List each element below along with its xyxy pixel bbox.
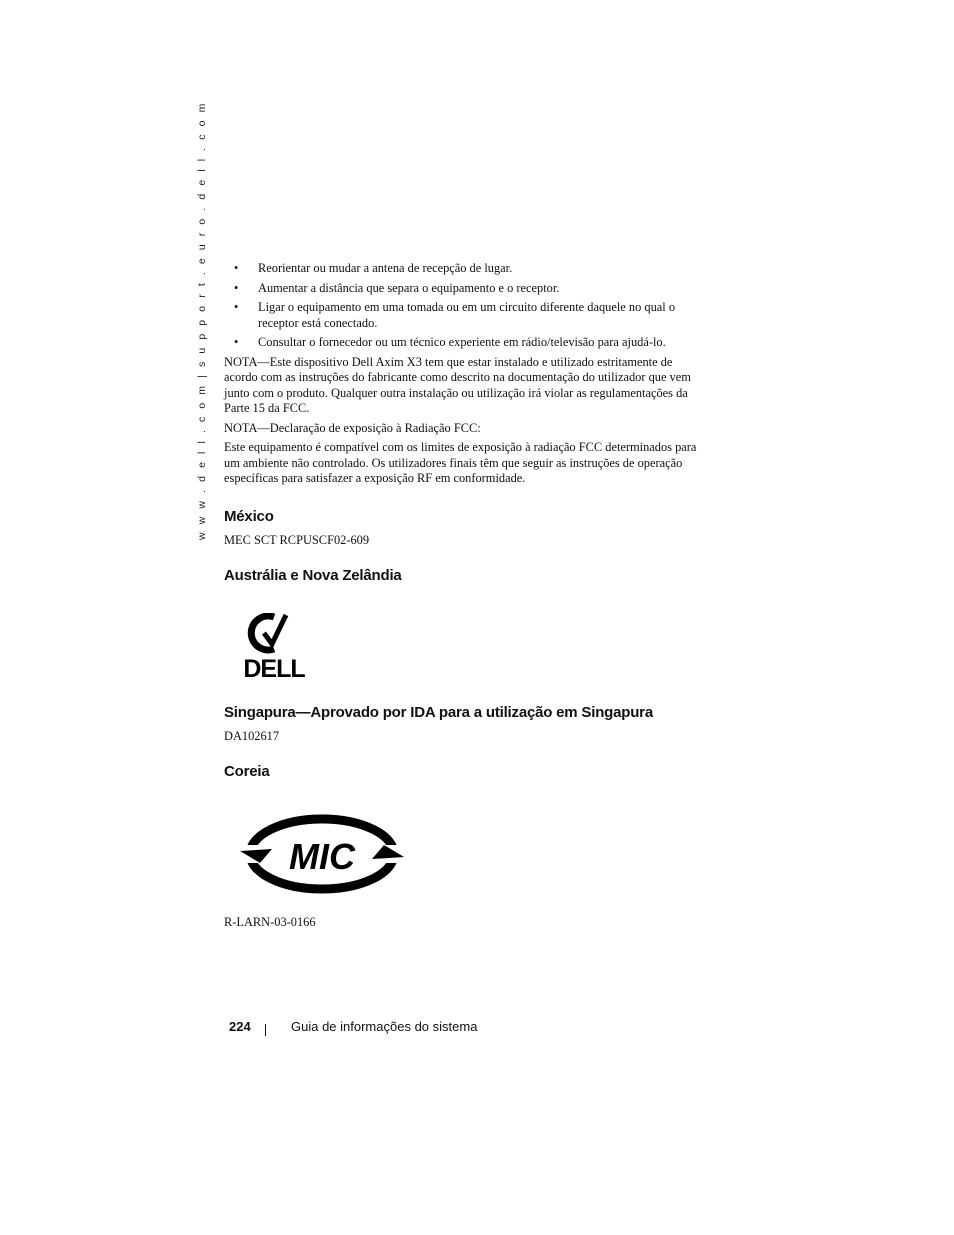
list-item: • Ligar o equipamento em uma tomada ou em um circuito diferente daquele no qual o receptor está conectado. bbox=[234, 300, 676, 330]
fcc-note: NOTA—Este dispositivo Dell Axim X3 tem que estar instalado e utilizado estritamente de acordo com as instruções do fabricante como descrito na documentação do utilizador que vem junto com o produto. Qualquer outra instalação ou utilização irá violar as regulamentações da Parte 15 da FCC. bbox=[224, 354, 691, 415]
fcc-exposure-paragraph: Este equipamento é compatível com os limites de exposição à radiação FCC determinados para um ambiente não controlado. Os utilizadores finais têm que seguir as instruções de operação específicas para satisfazer a exposição RF em conformidade. bbox=[224, 440, 697, 485]
heading-mexico: México bbox=[224, 508, 274, 525]
mexico-code: MEC SCT RCPUSCF02-609 bbox=[224, 533, 370, 547]
footer-separator bbox=[265, 1024, 266, 1036]
page-number: 224 bbox=[229, 1019, 251, 1034]
bullet-list bbox=[224, 261, 704, 351]
footer-title: Guia de informações do sistema bbox=[291, 1019, 478, 1034]
main-content bbox=[224, 261, 704, 491]
svg-text:DELL: DELL bbox=[243, 655, 305, 679]
fcc-radiation-note: NOTA—Declaração de exposição à Radiação FCC: bbox=[224, 420, 481, 435]
list-item: • Consultar o fornecedor ou um técnico experiente em rádio/televisão para ajudá-lo. bbox=[234, 335, 666, 349]
list-item: • Aumentar a distância que separa o equipamento e o receptor. bbox=[234, 280, 560, 295]
sidebar-url: w w w . d e l l . c o m | s u p p o r t . e u r o . d e l l . c o m bbox=[196, 101, 208, 540]
svg-text:MIC: MIC bbox=[289, 836, 355, 877]
list-item: • Reorientar ou mudar a antena de recepção de lugar. bbox=[234, 261, 513, 275]
c-tick-dell-logo-icon bbox=[234, 613, 316, 679]
heading-korea: Coreia bbox=[224, 763, 270, 780]
heading-australia: Austrália e Nova Zelândia bbox=[224, 567, 402, 584]
heading-singapore: Singapura—Aprovado por IDA para a utilização em Singapura bbox=[224, 704, 653, 721]
mic-logo-icon bbox=[236, 811, 408, 897]
korea-code: R-LARN-03-0166 bbox=[224, 915, 316, 929]
singapore-code: DA102617 bbox=[224, 729, 280, 743]
